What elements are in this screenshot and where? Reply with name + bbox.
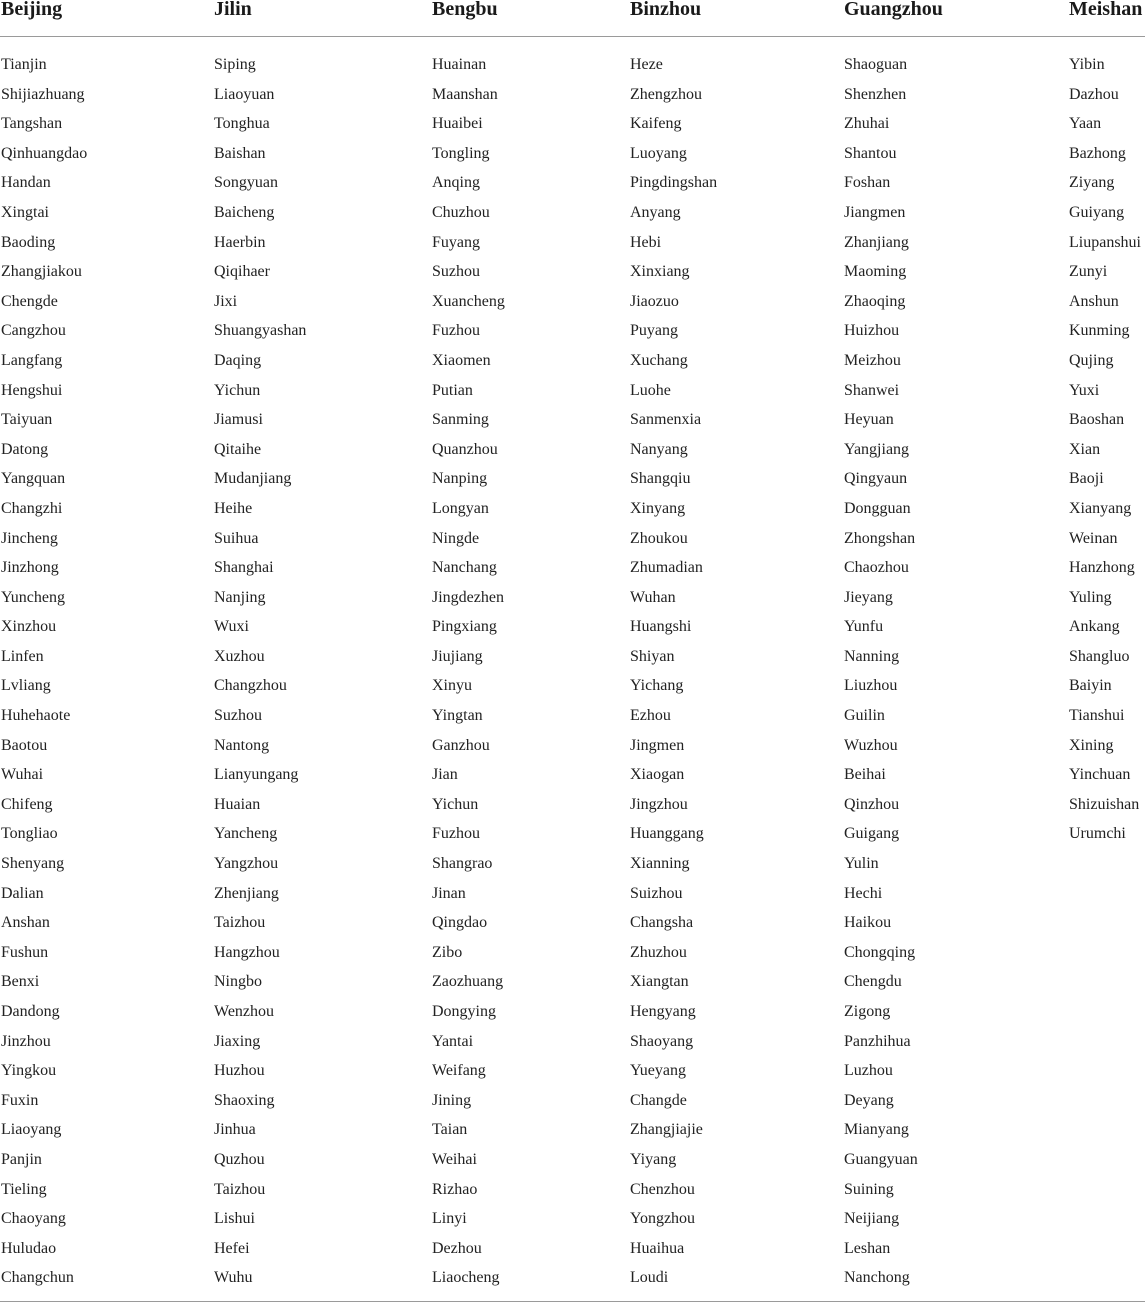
table-cell: Zunyi	[1069, 263, 1108, 281]
table-cell: Xinxiang	[630, 263, 690, 281]
table-cell: Hechi	[844, 884, 883, 902]
table-cell: Guigang	[844, 825, 900, 843]
table-cell: Yancheng	[214, 825, 278, 843]
table-cell: Zhongshan	[844, 529, 916, 547]
table-cell: Liaoyuan	[214, 85, 275, 103]
table-cell: Shiyan	[630, 647, 675, 665]
table-cell: Rizhao	[432, 1180, 478, 1198]
column-guangzhou	[844, 50, 918, 1293]
table-cell: Ankang	[1069, 618, 1120, 636]
table-cell: Maoming	[844, 263, 907, 281]
table-cell: Huangshi	[630, 618, 692, 636]
table-cell: Ezhou	[630, 707, 671, 725]
table-cell: Hangzhou	[214, 943, 280, 961]
table-cell: Zhanjiang	[844, 233, 909, 251]
table-cell: Huaian	[214, 795, 261, 813]
table-cell: Chongqing	[844, 943, 916, 961]
table-cell: Suzhou	[432, 263, 480, 281]
table-cell: Tongliao	[1, 825, 58, 843]
table-cell: Nanjing	[214, 588, 266, 606]
table-cell: Guiyang	[1069, 203, 1125, 221]
table-cell: Anyang	[630, 203, 681, 221]
table-cell: Ganzhou	[432, 736, 490, 754]
table-cell: Baoshan	[1069, 411, 1125, 429]
table-cell: Zhengzhou	[630, 85, 702, 103]
table-cell: Qinhuangdao	[1, 144, 88, 162]
table-cell: Liupanshui	[1069, 233, 1141, 251]
table-cell: Quzhou	[214, 1150, 265, 1168]
column-header-jilin: Jilin	[214, 0, 252, 20]
table-cell: Yaan	[1069, 115, 1102, 133]
table-cell: Yulin	[844, 855, 879, 873]
table-cell: Kaifeng	[630, 115, 682, 133]
column-jilin	[214, 50, 306, 1293]
table-cell: Yuxi	[1069, 381, 1100, 399]
table-cell: Heze	[630, 56, 663, 73]
column-beijing	[1, 50, 87, 1293]
table-cell: Jingzhou	[630, 795, 688, 813]
table-cell: Changde	[630, 1091, 687, 1109]
table-cell: Yinchuan	[1069, 766, 1131, 784]
table-cell: Xingtai	[1, 203, 49, 221]
table-cell: Shizuishan	[1069, 795, 1140, 813]
table-cell: Anqing	[432, 174, 480, 192]
table-cell: Fushun	[1, 943, 49, 961]
table-cell: Yichang	[630, 677, 684, 695]
table-header-row	[0, 0, 1145, 24]
table-cell: Jinhua	[214, 1121, 256, 1139]
table-cell: Luzhou	[844, 1062, 893, 1080]
table-cell: Songyuan	[214, 174, 278, 192]
table-cell: Wuxi	[214, 618, 249, 636]
table-cell: Suihua	[214, 529, 259, 547]
table-cell: Wuzhou	[844, 736, 898, 754]
table-cell: Shaoxing	[214, 1091, 275, 1109]
table-cell: Dongying	[432, 1003, 496, 1020]
table-cell: Yangzhou	[214, 855, 279, 873]
table-cell: Xining	[1069, 736, 1114, 754]
table-cell: Ziyang	[1069, 174, 1115, 192]
table-cell: Sanming	[432, 411, 489, 429]
table-cell: Handan	[1, 174, 51, 192]
table-cell: Changsha	[630, 914, 694, 932]
table-cell: Qingyaun	[844, 470, 908, 488]
table-cell: Suining	[844, 1180, 894, 1198]
table-cell: Huzhou	[214, 1062, 265, 1080]
table-cell: Neijiang	[844, 1210, 900, 1228]
table-cell: Huanggang	[630, 825, 704, 843]
table-cell: Nanchong	[844, 1269, 910, 1287]
table-cell: Zhoukou	[630, 529, 688, 547]
table-cell: Panzhihua	[844, 1032, 911, 1050]
table-cell: Yingkou	[1, 1062, 57, 1080]
table-cell: Kunming	[1069, 322, 1130, 340]
table-cell: Jiamusi	[214, 411, 263, 429]
table-cell: Qitaihe	[214, 440, 262, 458]
table-cell: Zhangjiakou	[1, 263, 82, 281]
table-cell: Xianyang	[1069, 499, 1132, 517]
table-cell: Tonghua	[214, 115, 270, 133]
table-cell: Baicheng	[214, 203, 275, 221]
table-cell: Pingdingshan	[630, 174, 718, 192]
table-cell: Luohe	[630, 381, 671, 399]
table-cell: Yiyang	[630, 1150, 677, 1168]
table-cell: Xian	[1069, 440, 1101, 458]
table-cell: Guilin	[844, 707, 885, 725]
table-cell: Luoyang	[630, 144, 687, 162]
table-cell: Heihe	[214, 499, 253, 517]
table-cell: Xuzhou	[214, 647, 265, 665]
table-cell: Huainan	[432, 56, 487, 73]
column-meishan	[1069, 50, 1141, 849]
table-cell: Jiangmen	[844, 203, 906, 221]
table-cell: Quanzhou	[432, 440, 498, 458]
table-cell: Pingxiang	[432, 618, 497, 636]
table-cell: Linyi	[432, 1210, 467, 1228]
table-cell: Nanning	[844, 647, 900, 665]
table-cell: Meizhou	[844, 351, 901, 369]
table-cell: Fuzhou	[432, 825, 480, 843]
table-cell: Ningde	[432, 529, 480, 547]
table-cell: Xiaomen	[432, 351, 491, 369]
table-cell: Deyang	[844, 1091, 894, 1109]
table-cell: Nantong	[214, 736, 270, 754]
table-cell: Shanghai	[214, 559, 274, 577]
table-cell: Baotou	[1, 736, 48, 754]
table-cell: Baoding	[1, 233, 56, 251]
table-cell: Jinzhong	[1, 559, 59, 577]
table-cell: Yuncheng	[1, 588, 65, 606]
table-cell: Maanshan	[432, 85, 498, 103]
table-cell: Sanmenxia	[630, 411, 702, 429]
table-cell: Dezhou	[432, 1239, 482, 1257]
table-cell: Chifeng	[1, 795, 53, 813]
table-cell: Xinzhou	[1, 618, 57, 636]
table-cell: Qingdao	[432, 914, 488, 932]
table-cell: Fuyang	[432, 233, 480, 251]
table-bottom-rule	[0, 1301, 1145, 1302]
table-cell: Chengdu	[844, 973, 902, 991]
table-cell: Heyuan	[844, 411, 894, 429]
table-cell: Jixi	[214, 292, 238, 310]
table-cell: Yueyang	[630, 1062, 686, 1080]
table-cell: Ningbo	[214, 973, 262, 991]
table-cell: Hefei	[214, 1239, 250, 1257]
table-cell: Yichun	[432, 795, 479, 813]
column-header-binzhou: Binzhou	[630, 0, 702, 20]
table-cell: Weinan	[1069, 529, 1118, 547]
table-cell: Lvliang	[1, 677, 51, 695]
table-cell: Dazhou	[1069, 85, 1119, 103]
table-cell: Shangrao	[432, 855, 493, 873]
table-cell: Foshan	[844, 174, 891, 192]
table-cell: Weifang	[432, 1062, 486, 1080]
table-cell: Jian	[432, 766, 458, 784]
table-cell: Haikou	[844, 914, 892, 932]
table-cell: Jining	[432, 1091, 472, 1109]
table-cell: Xianning	[630, 855, 690, 873]
table-cell: Taian	[432, 1121, 468, 1139]
table-cell: Beihai	[844, 766, 886, 784]
table-cell: Yongzhou	[630, 1210, 696, 1228]
table-cell: Jingdezhen	[432, 588, 504, 606]
table-cell: Panjin	[1, 1150, 42, 1168]
table-cell: Langfang	[1, 351, 63, 369]
table-cell: Xinyang	[630, 499, 686, 517]
table-cell: Zaozhuang	[432, 973, 504, 991]
table-cell: Zigong	[844, 1003, 891, 1020]
table-cell: Puyang	[630, 322, 678, 340]
table-cell: Qinzhou	[844, 795, 900, 813]
table-cell: Taizhou	[214, 914, 266, 932]
table-cell: Hebi	[630, 233, 662, 251]
table-cell: Siping	[214, 56, 256, 73]
table-cell: Hengshui	[1, 381, 63, 399]
table-cell: Jinzhou	[1, 1032, 51, 1050]
table-cell: Zhaoqing	[844, 292, 906, 310]
table-cell: Liuzhou	[844, 677, 898, 695]
table-cell: Tangshan	[1, 115, 63, 133]
table-cell: Urumchi	[1069, 825, 1126, 843]
table-cell: Bazhong	[1069, 144, 1126, 162]
column-binzhou	[630, 50, 717, 1293]
column-header-beijing: Beijing	[1, 0, 63, 20]
table-cell: Chengde	[1, 292, 58, 310]
table-cell: Huaibei	[432, 115, 483, 133]
column-header-meishan: Meishan	[1069, 0, 1143, 20]
table-cell: Suzhou	[214, 707, 262, 725]
table-cell: Baishan	[214, 144, 266, 162]
table-cell: Tianshui	[1069, 707, 1125, 725]
table-cell: Jieyang	[844, 588, 893, 606]
table-cell: Taiyuan	[1, 411, 53, 429]
table-cell: Shangluo	[1069, 647, 1130, 665]
table-cell: Yangquan	[1, 470, 66, 488]
table-cell: Yangjiang	[844, 440, 910, 458]
table-cell: Jincheng	[1, 529, 58, 547]
table-cell: Baiyin	[1069, 677, 1112, 695]
table-cell: Chaoyang	[1, 1210, 66, 1228]
table-cell: Dandong	[1, 1003, 60, 1020]
table-cell: Shangqiu	[630, 470, 691, 488]
table-cell: Shenzhen	[844, 85, 907, 103]
table-cell: Changchun	[1, 1269, 74, 1287]
table-cell: Wuhan	[630, 588, 676, 606]
table-cell: Shuangyashan	[214, 322, 307, 340]
table-cell: Linfen	[1, 647, 44, 665]
table-cell: Wuhai	[1, 766, 44, 784]
table-cell: Jiaozuo	[630, 292, 679, 310]
table-cell: Wuhu	[214, 1269, 253, 1287]
table-cell: Cangzhou	[1, 322, 66, 340]
table-cell: Qiqihaer	[214, 263, 270, 281]
table-cell: Anshan	[1, 914, 50, 932]
table-cell: Zhuzhou	[630, 943, 687, 961]
table-cell: Liaoyang	[1, 1121, 62, 1139]
table-cell: Tongling	[432, 144, 490, 162]
table-cell: Jinan	[432, 884, 466, 902]
table-cell: Xuchang	[630, 351, 688, 369]
table-cell: Xiangtan	[630, 973, 689, 991]
table-cell: Chenzhou	[630, 1180, 695, 1198]
table-cell: Xiaogan	[630, 766, 685, 784]
table-cell: Suizhou	[630, 884, 683, 902]
table-cell: Huaihua	[630, 1239, 685, 1257]
table-cell: Changzhi	[1, 499, 63, 517]
table-cell: Fuxin	[1, 1091, 39, 1109]
table-cell: Zhenjiang	[214, 884, 279, 902]
column-bengbu	[432, 50, 505, 1293]
table-cell: Mudanjiang	[214, 470, 292, 488]
table-cell: Shaoguan	[844, 56, 908, 73]
table-cell: Qujing	[1069, 351, 1114, 369]
table-cell: Guangyuan	[844, 1150, 918, 1168]
table-cell: Yantai	[432, 1032, 474, 1050]
table-cell: Shenyang	[1, 855, 65, 873]
table-cell: Lianyungang	[214, 766, 299, 784]
table-cell: Dongguan	[844, 499, 911, 517]
table-cell: Taizhou	[214, 1180, 266, 1198]
table-cell: Huhehaote	[1, 707, 71, 725]
table-cell: Weihai	[432, 1150, 477, 1168]
table-cell: Loudi	[630, 1269, 669, 1287]
table-cell: Daqing	[214, 351, 262, 369]
table-cell: Baoji	[1069, 470, 1104, 488]
table-cell: Lishui	[214, 1210, 255, 1228]
table-cell: Anshun	[1069, 292, 1119, 310]
table-cell: Zhangjiajie	[630, 1121, 703, 1139]
table-cell: Dalian	[1, 884, 44, 902]
table-cell: Datong	[1, 440, 49, 458]
table-cell: Xuancheng	[432, 292, 505, 310]
table-cell: Wenzhou	[214, 1003, 275, 1020]
table-cell: Tieling	[1, 1180, 47, 1198]
table-cell: Jiaxing	[214, 1032, 261, 1050]
column-header-guangzhou: Guangzhou	[844, 0, 943, 20]
header-divider	[0, 36, 1145, 37]
table-cell: Yibin	[1069, 56, 1105, 73]
table-cell: Leshan	[844, 1239, 891, 1257]
table-cell: Yichun	[214, 381, 261, 399]
table-cell: Chaozhou	[844, 559, 909, 577]
table-cell: Fuzhou	[432, 322, 480, 340]
table-cell: Shanwei	[844, 381, 900, 399]
table-cell: Zhumadian	[630, 559, 703, 577]
table-cell: Huizhou	[844, 322, 900, 340]
table-cell: Tianjin	[1, 56, 47, 73]
table-cell: Nanchang	[432, 559, 497, 577]
table-cell: Xinyu	[432, 677, 472, 695]
table-cell: Jiujiang	[432, 647, 483, 665]
table-cell: Liaocheng	[432, 1269, 500, 1287]
table-cell: Zibo	[432, 943, 463, 961]
table-cell: Shijiazhuang	[1, 85, 85, 103]
table-cell: Huludao	[1, 1239, 57, 1257]
table-cell: Nanping	[432, 470, 488, 488]
table-cell: Chuzhou	[432, 203, 490, 221]
table-cell: Mianyang	[844, 1121, 909, 1139]
table-cell: Yuling	[1069, 588, 1112, 606]
table-cell: Hanzhong	[1069, 559, 1135, 577]
table-cell: Putian	[432, 381, 473, 399]
table-cell: Shaoyang	[630, 1032, 694, 1050]
table-cell: Nanyang	[630, 440, 688, 458]
table-cell: Yingtan	[432, 707, 483, 725]
table-cell: Shantou	[844, 144, 897, 162]
table-cell: Changzhou	[214, 677, 287, 695]
table-cell: Benxi	[1, 973, 40, 991]
column-header-bengbu: Bengbu	[432, 0, 498, 20]
table-cell: Zhuhai	[844, 115, 890, 133]
table-cell: Haerbin	[214, 233, 266, 251]
table-cell: Hengyang	[630, 1003, 696, 1020]
table-cell: Yunfu	[844, 618, 884, 636]
table-cell: Longyan	[432, 499, 489, 517]
table-cell: Jingmen	[630, 736, 685, 754]
